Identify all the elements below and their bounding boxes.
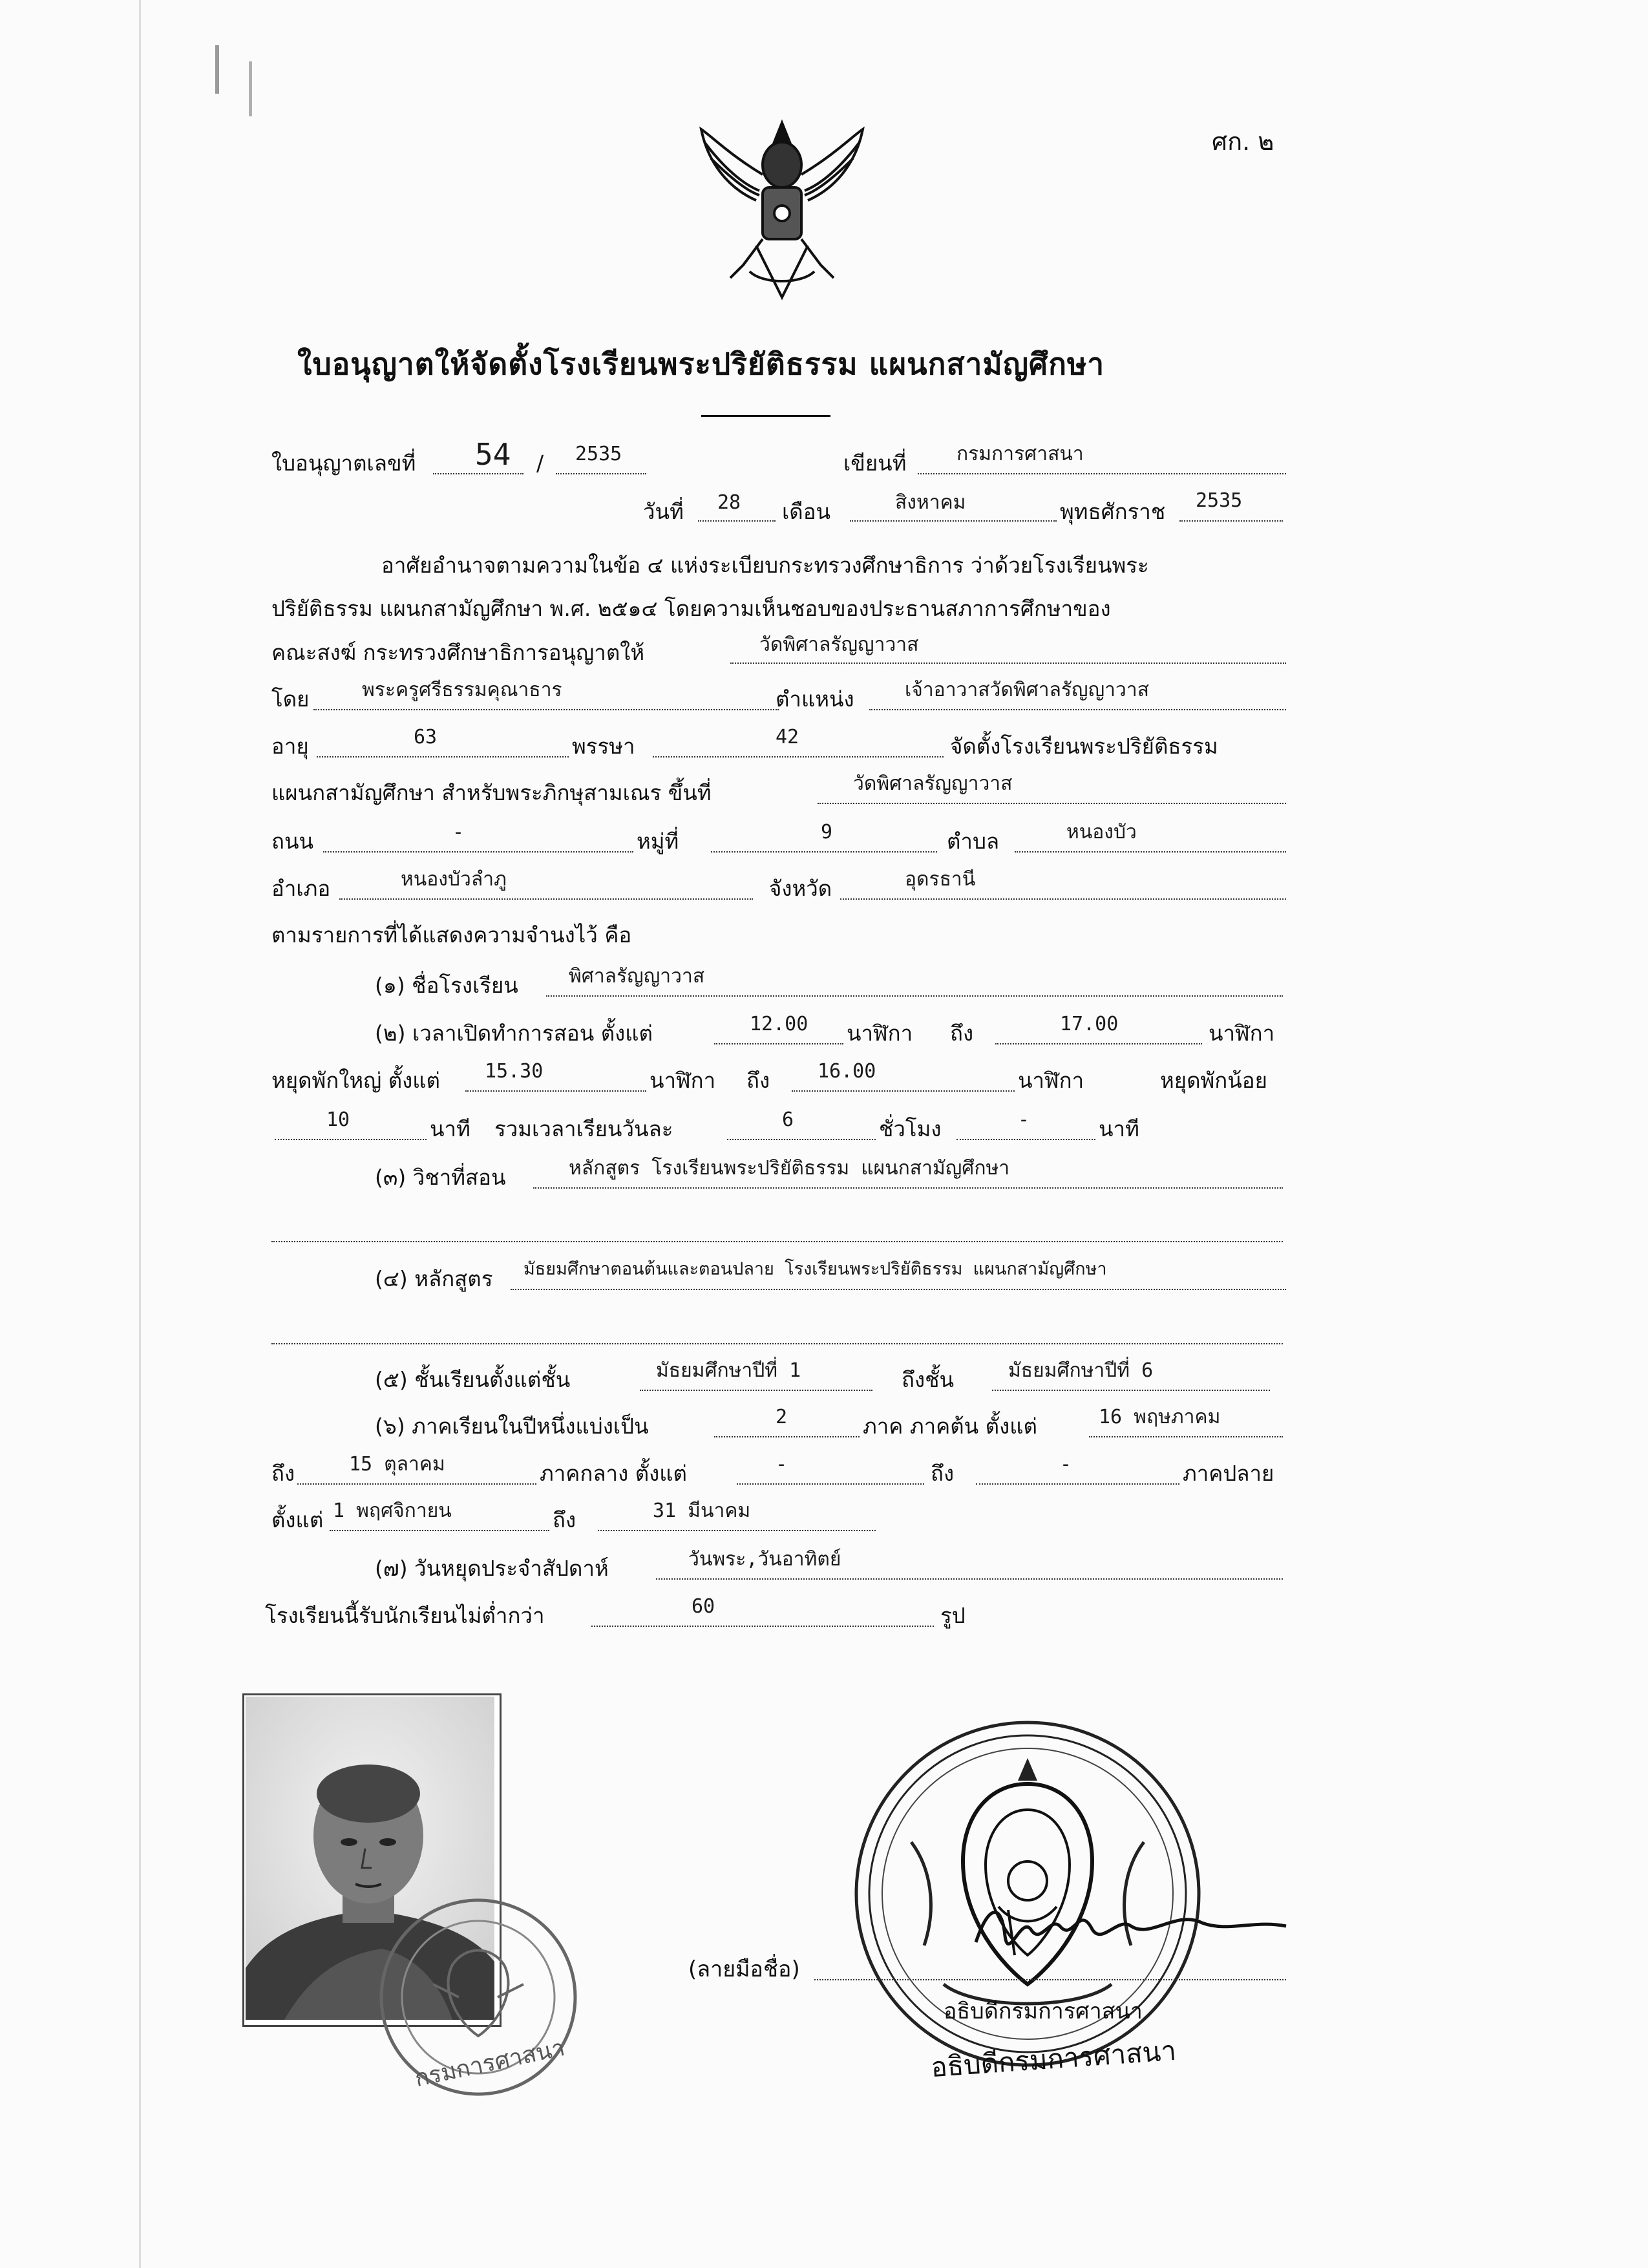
- term3-label: ภาคปลาย: [1183, 1461, 1274, 1486]
- break-from-unit: นาฬิกา: [650, 1068, 716, 1093]
- be-year: 2535: [1196, 489, 1243, 512]
- break-minor-label: หยุดพักน้อย: [1160, 1068, 1267, 1093]
- break-to-line: [792, 1090, 1015, 1092]
- total-minutes-line: [956, 1139, 1095, 1140]
- break-minor-unit: นาที: [430, 1116, 470, 1141]
- grade-to: มัธยมศึกษาปีที่ 6: [1008, 1359, 1154, 1382]
- licensee-line: [730, 662, 1286, 664]
- school-name-line: [546, 995, 1283, 997]
- moo: 9: [821, 821, 833, 843]
- province-line: [840, 898, 1286, 900]
- break-to-label: ถึง: [746, 1068, 770, 1093]
- term2-label: ภาคกลาง ตั้งแต่: [540, 1461, 687, 1486]
- amphoe: หนองบัวลำภู: [401, 868, 507, 891]
- road-line: [323, 851, 633, 853]
- by-label: โดย: [271, 686, 310, 712]
- subjects: หลักสูตร โรงเรียนพระปริยัติธรรม แผนกสามัญศึกษา: [569, 1157, 1010, 1180]
- capacity-line: [591, 1626, 934, 1627]
- month: สิงหาคม: [895, 491, 966, 514]
- month-label: เดือน: [782, 499, 831, 524]
- by-person: พระครูศรีธรรมคุณาธาร: [362, 679, 562, 701]
- capacity-unit: รูป: [940, 1603, 966, 1628]
- license-year: 2535: [575, 443, 622, 465]
- scan-mark-2: [249, 61, 252, 116]
- open-to: 17.00: [1060, 1013, 1119, 1035]
- tambon-label: ตำบล: [947, 829, 1000, 854]
- body-line-1: อาศัยอำนาจตามความในข้อ ๔ แห่งระเบียบกระทรวงศึกษาธิการ ว่าด้วยโรงเรียนพระ: [381, 553, 1149, 578]
- open-from: 12.00: [750, 1013, 808, 1035]
- garuda-emblem: [692, 116, 872, 304]
- term2-from-line: [737, 1483, 924, 1485]
- subjects-line: [533, 1187, 1283, 1189]
- signature-title: อธิบดีกรมการศาสนา: [944, 1998, 1143, 2024]
- item7-label: (๗) วันหยุดประจำสัปดาห์: [375, 1556, 609, 1581]
- grade-from: มัธยมศึกษาปีที่ 1: [656, 1359, 801, 1382]
- open-from-line: [714, 1043, 843, 1044]
- vassa: 42: [776, 726, 799, 748]
- item3-label: (๓) วิชาที่สอน: [375, 1165, 506, 1190]
- moo-line: [711, 851, 937, 853]
- title-underline: [701, 415, 830, 417]
- break-to: 16.00: [818, 1060, 876, 1083]
- break-from: 15.30: [485, 1060, 544, 1083]
- license-number-line: [433, 473, 523, 474]
- term3-from-label: ตั้งแต่: [271, 1507, 324, 1532]
- item2-label: (๒) เวลาเปิดทำการสอน ตั้งแต่: [375, 1021, 653, 1046]
- term1-from: 16 พฤษภาคม: [1099, 1406, 1221, 1428]
- term1-from-line: [1089, 1436, 1283, 1437]
- term3-to-line: [598, 1530, 876, 1531]
- open-to-unit: นาฬิกา: [1209, 1021, 1275, 1046]
- day: 28: [717, 491, 741, 514]
- province: อุดรธานี: [905, 868, 976, 891]
- document-title: ใบอนุญาตให้จัดตั้งโรงเรียนพระปริยัติธรรม แผนกสามัญศึกษา: [297, 346, 1105, 381]
- item5-label: (๕) ชั้นเรียนตั้งแต่ชั้น: [375, 1367, 571, 1392]
- curriculum: มัธยมศึกษาตอนต้นและตอนปลาย โรงเรียนพระปริยัติธรรม แผนกสามัญศึกษา: [523, 1259, 1107, 1279]
- road: -: [452, 821, 465, 843]
- location: วัดพิศาลรัญญาวาส: [853, 772, 1013, 795]
- terms-line: [714, 1436, 860, 1437]
- subjects-line-2: [271, 1241, 1283, 1242]
- curriculum-line-2: [271, 1343, 1283, 1344]
- total-hours-line: [727, 1139, 876, 1140]
- total-minutes: -: [1018, 1108, 1030, 1131]
- school-name: พิศาลรัญญาวาส: [569, 965, 705, 988]
- seal-text: อธิบดีกรมการศาสนา: [929, 2034, 1178, 2084]
- position-label: ตำแหน่ง: [776, 686, 854, 712]
- term3-from-line: [330, 1530, 549, 1531]
- by-line: [313, 709, 779, 710]
- license-number: 54: [475, 437, 511, 472]
- total-label: รวมเวลาเรียนวันละ: [494, 1116, 673, 1141]
- item4-label: (๔) หลักสูตร: [375, 1266, 493, 1291]
- item1-label: (๑) ชื่อโรงเรียน: [375, 973, 518, 998]
- grade-to-label: ถึงชั้น: [902, 1367, 955, 1392]
- term2-to: -: [1060, 1453, 1072, 1476]
- written-at-label: เขียนที่: [843, 450, 907, 476]
- scan-mark: [215, 45, 219, 94]
- capacity-label: โรงเรียนนี้รับนักเรียนไม่ต่ำกว่า: [265, 1603, 545, 1628]
- break-minor: 10: [326, 1108, 350, 1131]
- be-year-label: พุทธศักราช: [1060, 499, 1166, 524]
- term2-from: -: [776, 1453, 788, 1476]
- form-code: ศก. ๒: [1212, 127, 1274, 156]
- page-edge-shadow: [139, 0, 141, 2268]
- break-to-unit: นาฬิกา: [1018, 1068, 1084, 1093]
- position: เจ้าอาวาสวัดพิศาลรัญญาวาส: [905, 679, 1150, 701]
- stamp-text: กรมการศาสนา: [412, 2034, 567, 2093]
- open-from-unit: นาฬิกา: [847, 1021, 913, 1046]
- tambon: หนองบัว: [1066, 821, 1137, 843]
- license-separator: /: [536, 450, 544, 476]
- signature-label: (ลายมือชื่อ): [688, 1956, 800, 1982]
- amphoe-label: อำเภอ: [271, 876, 331, 901]
- open-to-label: ถึง: [950, 1021, 974, 1046]
- holidays: วันพระ,วันอาทิตย์: [688, 1548, 841, 1571]
- amphoe-line: [339, 898, 753, 900]
- vassa-label: พรรษา: [572, 734, 635, 759]
- signature-line: [814, 1979, 1286, 1980]
- total-hours: 6: [782, 1108, 794, 1131]
- term2-to-line: [976, 1483, 1179, 1485]
- item6-label: (๖) ภาคเรียนในปีหนึ่งแบ่งเป็น: [375, 1414, 649, 1439]
- terms: 2: [776, 1406, 788, 1428]
- location-line: [818, 803, 1286, 804]
- grade-from-line: [640, 1390, 872, 1391]
- licensee: วัดพิศาลรัญญาวาส: [759, 633, 919, 656]
- license-number-label: ใบอนุญาตเลขที่: [271, 450, 416, 476]
- curriculum-line: [511, 1289, 1286, 1290]
- list-intro: ตามรายการที่ได้แสดงความจำนงไว้ คือ: [271, 922, 632, 948]
- establish-text: จัดตั้งโรงเรียนพระปริยัติธรรม: [950, 734, 1218, 759]
- written-at: กรมการศาสนา: [956, 443, 1084, 465]
- tambon-line: [1015, 851, 1286, 853]
- license-year-line: [556, 473, 646, 474]
- total-minutes-unit: นาที: [1099, 1116, 1139, 1141]
- term2-to-label: ถึง: [931, 1461, 955, 1486]
- term1-to: 15 ตุลาคม: [349, 1453, 445, 1476]
- age-label: อายุ: [271, 734, 309, 759]
- written-at-line: [918, 473, 1286, 474]
- body-line-3-label: คณะสงฆ์ กระทรวงศึกษาธิการอนุญาตให้: [271, 640, 645, 665]
- day-line: [698, 520, 776, 522]
- age: 63: [414, 726, 438, 748]
- term3-to-label: ถึง: [553, 1507, 576, 1532]
- day-label: วันที่: [643, 499, 684, 524]
- open-to-line: [995, 1043, 1202, 1044]
- term3-to: 31 มีนาคม: [653, 1500, 751, 1522]
- age-line: [317, 756, 569, 758]
- province-label: จังหวัด: [769, 876, 832, 901]
- term3-from: 1 พฤศจิกายน: [333, 1500, 452, 1522]
- location-label: แผนกสามัญศึกษา สำหรับพระภิกษุสามเณร ขึ้นที่: [271, 780, 712, 805]
- vassa-line: [653, 756, 944, 758]
- month-line: [850, 520, 1057, 522]
- break-major-label: หยุดพักใหญ่ ตั้งแต่: [271, 1068, 440, 1093]
- holidays-line: [656, 1578, 1283, 1580]
- be-year-line: [1179, 520, 1283, 522]
- term1-to-label: ถึง: [271, 1461, 295, 1486]
- term1-label: ภาค ภาคต้น ตั้งแต่: [863, 1414, 1037, 1439]
- moo-label: หมู่ที่: [637, 829, 679, 854]
- break-minor-line: [275, 1139, 427, 1140]
- break-from-line: [465, 1090, 646, 1092]
- handwritten-signature: [969, 1891, 1293, 1968]
- grade-to-line: [992, 1390, 1270, 1391]
- capacity: 60: [692, 1595, 715, 1618]
- body-line-2: ปริยัติธรรม แผนกสามัญศึกษา พ.ศ. ๒๕๑๔ โดยความเห็นชอบของประธานสภาการศึกษาของ: [271, 596, 1111, 621]
- total-hours-unit: ชั่วโมง: [879, 1116, 942, 1141]
- road-label: ถนน: [271, 829, 314, 854]
- term1-to-line: [297, 1483, 536, 1485]
- position-line: [869, 709, 1286, 710]
